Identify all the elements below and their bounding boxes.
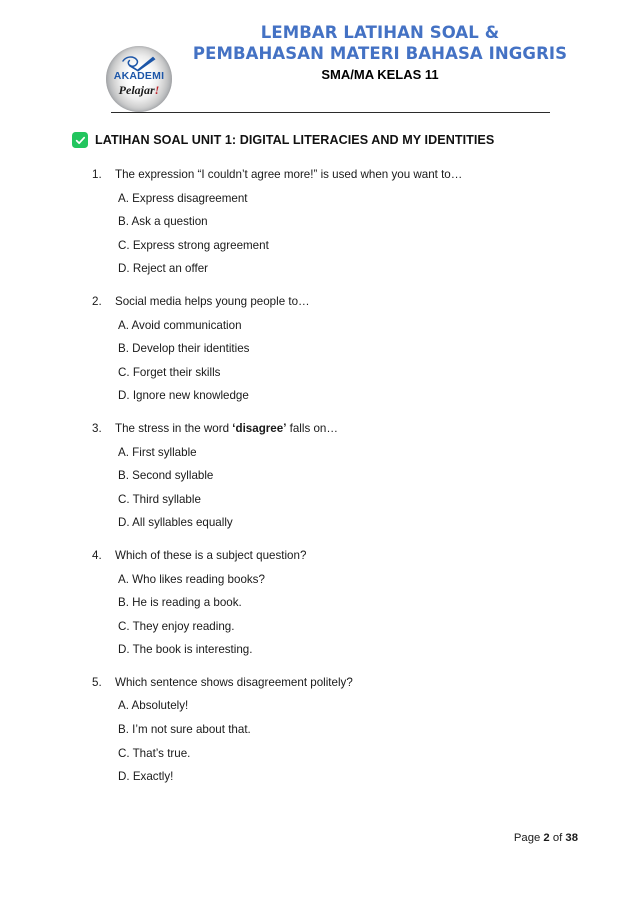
question-number: 1. (92, 168, 102, 181)
footer-total-pages: 38 (565, 832, 578, 844)
question-number: 4. (92, 548, 102, 562)
question-block (0, 544, 640, 662)
answer-option[interactable]: B. Develop their identities (118, 342, 250, 356)
question-prompt (0, 417, 640, 441)
question-prompt-emphasis: ‘disagree’ (232, 421, 287, 435)
question-number: 3. (92, 421, 102, 435)
footer-page-number: 2 (543, 832, 550, 844)
answer-option[interactable]: B. He is reading a book. (118, 596, 242, 610)
question-prompt-text: The expression “I couldn’t agree more!” is used when you want to… (115, 168, 463, 181)
question-prompt-text: The stress in the word (115, 421, 233, 435)
question-prompt (0, 290, 640, 314)
header-title-line-2: PEMBAHASAN MATERI BAHASA INGGRIS (192, 44, 568, 63)
green-check-badge-icon (72, 132, 88, 148)
question-list (0, 163, 640, 798)
answer-option[interactable]: C. Express strong agreement (118, 238, 269, 252)
logo-brand-bottom (106, 84, 172, 96)
answer-option[interactable]: B. Second syllable (118, 469, 214, 483)
header-title-line-1: LEMBAR LATIHAN SOAL & (260, 23, 500, 42)
answer-option[interactable]: C. Forget their skills (118, 365, 221, 379)
footer-page-label: Page (513, 832, 541, 844)
answer-option[interactable]: D. Ignore new knowledge (118, 389, 249, 403)
section-heading (72, 132, 494, 148)
question-prompt-text: Social media helps young people to… (115, 294, 310, 308)
question-block (0, 671, 640, 789)
answer-option[interactable]: D. The book is interesting. (118, 643, 253, 657)
answer-option[interactable]: A. First syllable (118, 445, 197, 459)
answer-option[interactable]: D. All syllables equally (118, 516, 233, 530)
header-divider (111, 112, 550, 113)
header-title-block (180, 22, 580, 83)
answer-option[interactable]: A. Avoid communication (118, 318, 242, 332)
section-heading-text: LATIHAN SOAL UNIT 1: DIGITAL LITERACIES AND MY IDENTITIES (95, 133, 495, 147)
answer-option[interactable]: C. That’s true. (118, 746, 191, 760)
question-prompt (0, 671, 640, 695)
question-prompt (0, 544, 640, 568)
footer-of-label: of (552, 832, 563, 844)
answer-option[interactable]: A. Express disagreement (118, 191, 248, 205)
question-prompt (0, 163, 640, 187)
question-prompt-suffix: falls on… (286, 421, 338, 435)
question-block (0, 417, 640, 535)
logo-brand-top: AKADEMI (113, 70, 165, 82)
logo-brand-bottom-text: Pelajar (118, 83, 155, 97)
question-number: 2. (92, 294, 102, 308)
answer-option[interactable]: A. Who likes reading books? (118, 572, 265, 586)
answer-option[interactable]: C. They enjoy reading. (118, 619, 235, 633)
logo-brand-bottom-mark: ! (154, 83, 160, 97)
question-number: 5. (92, 675, 102, 689)
answer-option[interactable]: D. Reject an offer (118, 262, 209, 276)
page-footer (0, 832, 640, 844)
answer-option[interactable]: A. Absolutely! (118, 699, 189, 713)
header-subtitle: SMA/MA KELAS 11 (321, 67, 439, 82)
akademi-pelajar-logo (106, 46, 172, 112)
answer-option[interactable]: B. Ask a question (118, 215, 208, 229)
question-block (0, 290, 640, 408)
question-block (0, 163, 640, 281)
answer-option[interactable]: D. Exactly! (118, 770, 174, 784)
answer-option[interactable]: C. Third syllable (118, 492, 201, 506)
document-header (0, 22, 640, 108)
question-prompt-text: Which sentence shows disagreement politely? (115, 675, 353, 689)
answer-option[interactable]: B. I’m not sure about that. (118, 723, 251, 737)
question-prompt-text: Which of these is a subject question? (115, 548, 307, 562)
